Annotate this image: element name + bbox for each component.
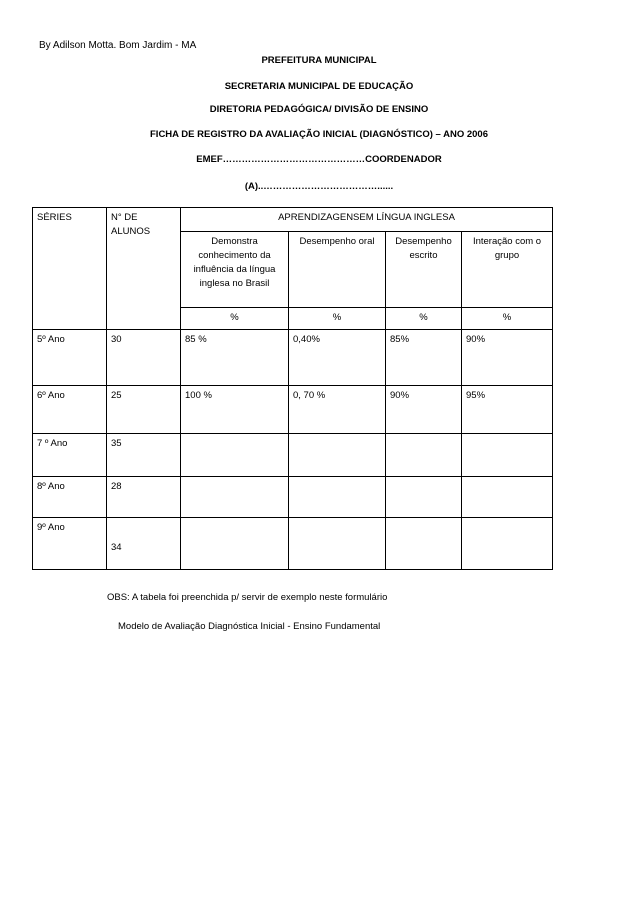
header-ficha: FICHA DE REGISTRO DA AVALIAÇÃO INICIAL (DIAGNÓSTICO) – ANO 2006 <box>150 129 488 140</box>
value-cell <box>386 434 462 477</box>
alunos-cell: 28 <box>107 477 181 518</box>
unit-cell: % <box>181 308 289 330</box>
value-cell <box>386 518 462 570</box>
value-cell <box>181 477 289 518</box>
alunos-cell: 35 <box>107 434 181 477</box>
header-coordenador: (A)..………………………………...... <box>244 181 394 192</box>
value-cell: 85% <box>386 330 462 386</box>
value-cell: 100 % <box>181 386 289 434</box>
header-emef: EMEF………………………………………COORDENADOR <box>196 154 442 165</box>
alunos-cell: 25 <box>107 386 181 434</box>
header-num-alunos: N° DE ALUNOS <box>107 208 181 330</box>
unit-cell: % <box>289 308 386 330</box>
table-row <box>33 518 553 570</box>
table-row <box>33 477 553 518</box>
header-diretoria: DIRETORIA PEDAGÓGICA/ DIVISÃO DE ENSINO <box>209 104 429 115</box>
value-cell <box>462 434 553 477</box>
value-cell <box>289 477 386 518</box>
subheader-conhecimento: Demonstra conhecimento da influência da língua inglesa no Brasil <box>181 232 289 308</box>
value-cell: 0, 70 % <box>289 386 386 434</box>
value-cell: 0,40% <box>289 330 386 386</box>
alunos-cell: 30 <box>107 330 181 386</box>
table-row <box>33 330 553 386</box>
header-series: SÉRIES <box>33 208 107 330</box>
serie-cell: 6º Ano <box>33 386 107 434</box>
unit-cell: % <box>386 308 462 330</box>
subheader-oral: Desempenho oral <box>289 232 386 308</box>
subheader-interacao: Interação com o grupo <box>462 232 553 308</box>
value-cell <box>386 477 462 518</box>
value-cell <box>462 518 553 570</box>
unit-cell: % <box>462 308 553 330</box>
value-cell: 95% <box>462 386 553 434</box>
value-cell <box>181 434 289 477</box>
subheader-escrito: Desempenho escrito <box>386 232 462 308</box>
assessment-table <box>32 207 553 570</box>
obs-note: OBS: A tabela foi preenchida p/ servir de exemplo neste formulário <box>107 592 388 603</box>
author-line: By Adilson Motta. Bom Jardim - MA <box>39 40 197 51</box>
value-cell <box>181 518 289 570</box>
header-prefeitura: PREFEITURA MUNICIPAL <box>261 55 377 66</box>
value-cell <box>289 518 386 570</box>
table-row <box>33 386 553 434</box>
alunos-cell: 34 <box>107 518 181 570</box>
model-line: Modelo de Avaliação Diagnóstica Inicial - Ensino Fundamental <box>118 621 381 632</box>
value-cell <box>462 477 553 518</box>
serie-cell: 5º Ano <box>33 330 107 386</box>
serie-cell: 9º Ano <box>33 518 107 570</box>
value-cell: 85 % <box>181 330 289 386</box>
value-cell: 90% <box>386 386 462 434</box>
serie-cell: 7 º Ano <box>33 434 107 477</box>
table-header-row <box>33 208 553 232</box>
table-row <box>33 434 553 477</box>
value-cell: 90% <box>462 330 553 386</box>
header-secretaria: SECRETARIA MUNICIPAL DE EDUCAÇÃO <box>224 81 414 92</box>
serie-cell: 8º Ano <box>33 477 107 518</box>
value-cell <box>289 434 386 477</box>
header-aprendizagens: APRENDIZAGENSEM LÍNGUA INGLESA <box>181 208 553 232</box>
